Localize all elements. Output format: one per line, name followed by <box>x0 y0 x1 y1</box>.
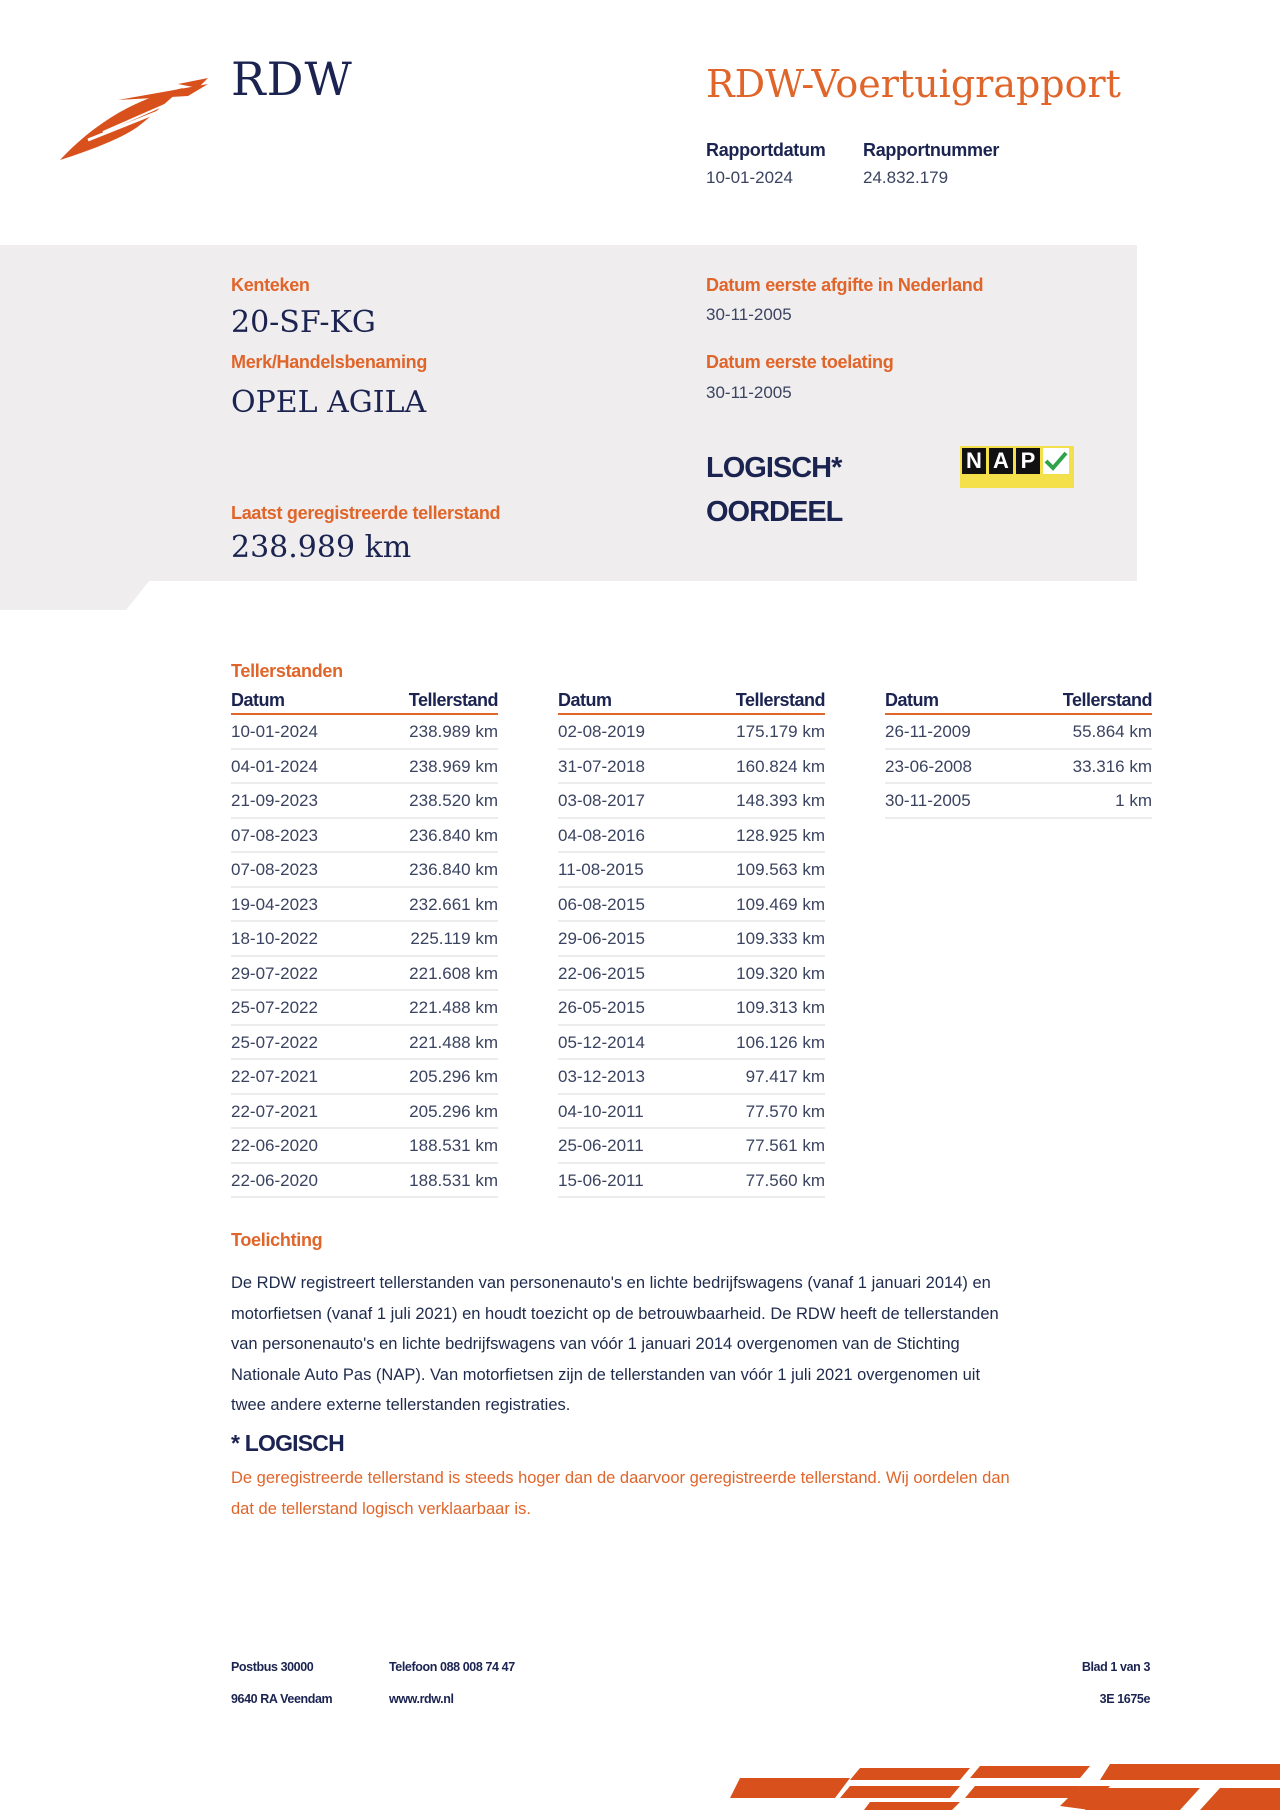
reading-odometer: 128.925 km <box>736 825 825 845</box>
plate-label: Kenteken <box>231 275 310 295</box>
reading-row <box>231 888 498 923</box>
reading-odometer: 221.488 km <box>409 998 498 1017</box>
reading-row <box>231 957 498 992</box>
footer-city: 9640 RA Veendam <box>231 1692 333 1706</box>
reading-date: 07-08-2023 <box>231 825 318 845</box>
reading-odometer: 77.560 km <box>745 1170 825 1190</box>
header-odometer: Tellerstand <box>1062 690 1152 710</box>
reading-date: 29-07-2022 <box>231 963 318 983</box>
footer-stripes-graphic <box>730 1758 1280 1810</box>
verdict-line-1: LOGISCH* <box>706 452 842 484</box>
band-tail <box>0 580 150 610</box>
reading-row <box>558 1129 825 1164</box>
reading-date: 22-07-2021 <box>231 1101 318 1121</box>
reading-row <box>885 750 1152 785</box>
reading-row <box>231 750 498 785</box>
first-nl-label: Datum eerste afgifte in Nederland <box>706 275 984 295</box>
reading-row <box>558 957 825 992</box>
readings-rows <box>231 715 498 1198</box>
last-odometer-value: 238.989 km <box>231 530 412 565</box>
nap-letter: N <box>962 448 986 474</box>
reading-row <box>231 1129 498 1164</box>
reading-odometer: 238.520 km <box>409 791 498 810</box>
explanation-line: motorfietsen (vanaf 1 juli 2021) en houdt toezicht op de betrouwbaarheid. De RDW heeft de tellerstanden <box>231 1304 999 1323</box>
reading-row <box>231 1164 498 1199</box>
footer-phone: Telefoon 088 008 74 47 <box>389 1660 515 1674</box>
header-date: Datum <box>558 690 612 710</box>
footer-postbus: Postbus 30000 <box>231 1660 314 1674</box>
reading-row <box>558 750 825 785</box>
footer-decoration <box>730 1758 1280 1810</box>
reading-date: 29-06-2015 <box>558 929 645 948</box>
reading-odometer: 77.561 km <box>745 1136 825 1155</box>
verdict-text <box>231 1463 1191 1524</box>
reading-row <box>231 819 498 854</box>
reading-date: 31-07-2018 <box>558 756 645 776</box>
reading-date: 03-12-2013 <box>558 1067 645 1086</box>
reading-date: 21-09-2023 <box>231 791 318 810</box>
first-nl-value: 30-11-2005 <box>706 305 792 324</box>
nap-letter: A <box>989 448 1013 474</box>
first-admission-value: 30-11-2005 <box>706 383 792 402</box>
reading-row <box>558 853 825 888</box>
reading-date: 22-06-2020 <box>231 1136 318 1155</box>
header-date: Datum <box>231 690 285 710</box>
reading-date: 26-05-2015 <box>558 998 645 1017</box>
reading-row <box>558 888 825 923</box>
reading-date: 10-01-2024 <box>231 722 318 741</box>
reading-date: 25-06-2011 <box>558 1136 644 1155</box>
footer-web[interactable]: www.rdw.nl <box>389 1692 454 1706</box>
report-number: 24.832.179 <box>863 168 949 187</box>
reading-row <box>231 1095 498 1130</box>
header-date: Datum <box>885 690 939 710</box>
reading-row <box>558 1095 825 1130</box>
header-odometer: Tellerstand <box>735 690 825 710</box>
rdw-feather-icon <box>58 70 218 170</box>
reading-odometer: 109.313 km <box>736 998 825 1017</box>
reading-date: 02-08-2019 <box>558 722 645 741</box>
verdict-heading: * LOGISCH <box>231 1430 344 1456</box>
footer-page: Blad 1 van 3 <box>1081 1660 1150 1674</box>
reading-row <box>231 922 498 957</box>
reading-date: 18-10-2022 <box>231 929 318 948</box>
readings-header <box>558 690 825 715</box>
reading-row <box>231 715 498 750</box>
reading-odometer: 238.989 km <box>409 722 498 741</box>
reading-odometer: 77.570 km <box>745 1101 825 1121</box>
reading-odometer: 225.119 km <box>410 929 498 948</box>
reading-odometer: 1 km <box>1115 791 1152 810</box>
readings-rows <box>558 715 825 1198</box>
readings-header <box>231 690 498 715</box>
reading-odometer: 205.296 km <box>409 1067 498 1086</box>
reading-odometer: 160.824 km <box>736 756 825 776</box>
reading-date: 23-06-2008 <box>885 756 972 776</box>
explanation-title: Toelichting <box>231 1230 323 1250</box>
reading-odometer: 238.969 km <box>409 756 498 776</box>
reading-row <box>558 1060 825 1095</box>
reading-row <box>231 853 498 888</box>
report-number-label: Rapportnummer <box>863 140 1000 160</box>
nap-logo <box>960 446 1074 488</box>
reading-date: 19-04-2023 <box>231 894 318 914</box>
explanation-line: De RDW registreert tellerstanden van personenauto's en lichte bedrijfswagens (vanaf 1 januari 2014) en <box>231 1274 991 1292</box>
reading-row <box>231 1060 498 1095</box>
reading-row <box>558 784 825 819</box>
reading-row <box>231 784 498 819</box>
readings-column-1 <box>231 690 498 1198</box>
reading-row <box>231 991 498 1026</box>
reading-date: 22-06-2020 <box>231 1170 318 1190</box>
make-label: Merk/Handelsbenaming <box>231 352 428 372</box>
reading-date: 15-06-2011 <box>558 1170 644 1190</box>
reading-date: 04-10-2011 <box>558 1101 644 1121</box>
reading-row <box>558 991 825 1026</box>
readings-header <box>885 690 1152 715</box>
reading-odometer: 205.296 km <box>409 1101 498 1121</box>
reading-odometer: 188.531 km <box>409 1136 498 1155</box>
reading-odometer: 106.126 km <box>736 1032 825 1052</box>
reading-date: 22-07-2021 <box>231 1067 318 1086</box>
reading-date: 25-07-2022 <box>231 1032 318 1052</box>
reading-date: 05-12-2014 <box>558 1032 645 1052</box>
explanation-text <box>231 1268 1171 1421</box>
reading-odometer: 236.840 km <box>409 825 498 845</box>
nap-letter: P <box>1016 448 1040 474</box>
reading-date: 26-11-2009 <box>885 722 971 741</box>
reading-row <box>558 715 825 750</box>
reading-odometer: 109.469 km <box>736 894 825 914</box>
reading-row <box>558 819 825 854</box>
reading-odometer: 148.393 km <box>736 791 825 810</box>
reading-date: 03-08-2017 <box>558 791 645 810</box>
report-title: RDW-Voertuigrapport <box>706 62 1121 106</box>
readings-column-3 <box>885 690 1152 819</box>
report-date: 10-01-2024 <box>706 168 793 187</box>
last-odometer-label: Laatst geregistreerde tellerstand <box>231 503 501 523</box>
reading-date: 04-08-2016 <box>558 825 645 845</box>
verdict-line: De geregistreerde tellerstand is steeds hoger dan de daarvoor geregistreerde tellerstand. Wij oordelen dan <box>231 1469 1010 1487</box>
reading-date: 04-01-2024 <box>231 756 318 776</box>
explanation-line: Nationale Auto Pas (NAP). Van motorfietsen zijn de tellerstanden van vóór 1 juli 2021 overgenomen uit <box>231 1365 981 1384</box>
reading-odometer: 232.661 km <box>409 894 498 914</box>
reading-row <box>558 1164 825 1199</box>
reading-odometer: 33.316 km <box>1072 756 1152 776</box>
plate-value: 20-SF-KG <box>231 305 376 340</box>
reading-odometer: 236.840 km <box>409 860 498 879</box>
reading-row <box>885 784 1152 819</box>
readings-title: Tellerstanden <box>231 661 343 681</box>
first-admission-label: Datum eerste toelating <box>706 352 894 372</box>
readings-rows <box>885 715 1152 819</box>
reading-row <box>558 922 825 957</box>
reading-date: 11-08-2015 <box>558 860 644 879</box>
reading-date: 06-08-2015 <box>558 894 645 914</box>
rdw-logo <box>58 70 218 170</box>
readings-column-2 <box>558 690 825 1198</box>
reading-date: 25-07-2022 <box>231 998 318 1017</box>
reading-odometer: 55.864 km <box>1072 722 1152 741</box>
report-date-label: Rapportdatum <box>706 140 826 160</box>
footer-code: 3E 1675e <box>1099 1692 1150 1706</box>
explanation-line: van personenauto's en lichte bedrijfswagens van vóór 1 januari 2014 overgenomen van de Stichting <box>231 1335 960 1353</box>
reading-odometer: 109.563 km <box>736 860 825 879</box>
reading-date: 30-11-2005 <box>885 791 971 810</box>
reading-odometer: 188.531 km <box>409 1170 498 1190</box>
reading-odometer: 97.417 km <box>745 1067 825 1086</box>
reading-row <box>231 1026 498 1061</box>
reading-odometer: 175.179 km <box>736 722 825 741</box>
make-value: OPEL AGILA <box>231 385 427 420</box>
reading-row <box>558 1026 825 1061</box>
reading-odometer: 109.320 km <box>736 963 825 983</box>
reading-row <box>885 715 1152 750</box>
brand-name: RDW <box>231 52 353 106</box>
check-icon <box>1043 448 1069 474</box>
explanation-line: twee andere externe tellerstanden registraties. <box>231 1396 571 1414</box>
reading-odometer: 221.488 km <box>409 1032 498 1052</box>
verdict-line-2: OORDEEL <box>706 496 843 528</box>
reading-odometer: 221.608 km <box>409 963 498 983</box>
reading-odometer: 109.333 km <box>736 929 825 948</box>
reading-date: 07-08-2023 <box>231 860 318 879</box>
reading-date: 22-06-2015 <box>558 963 645 983</box>
header-odometer: Tellerstand <box>408 690 498 710</box>
verdict-line: dat de tellerstand logisch verklaarbaar is. <box>231 1499 531 1518</box>
